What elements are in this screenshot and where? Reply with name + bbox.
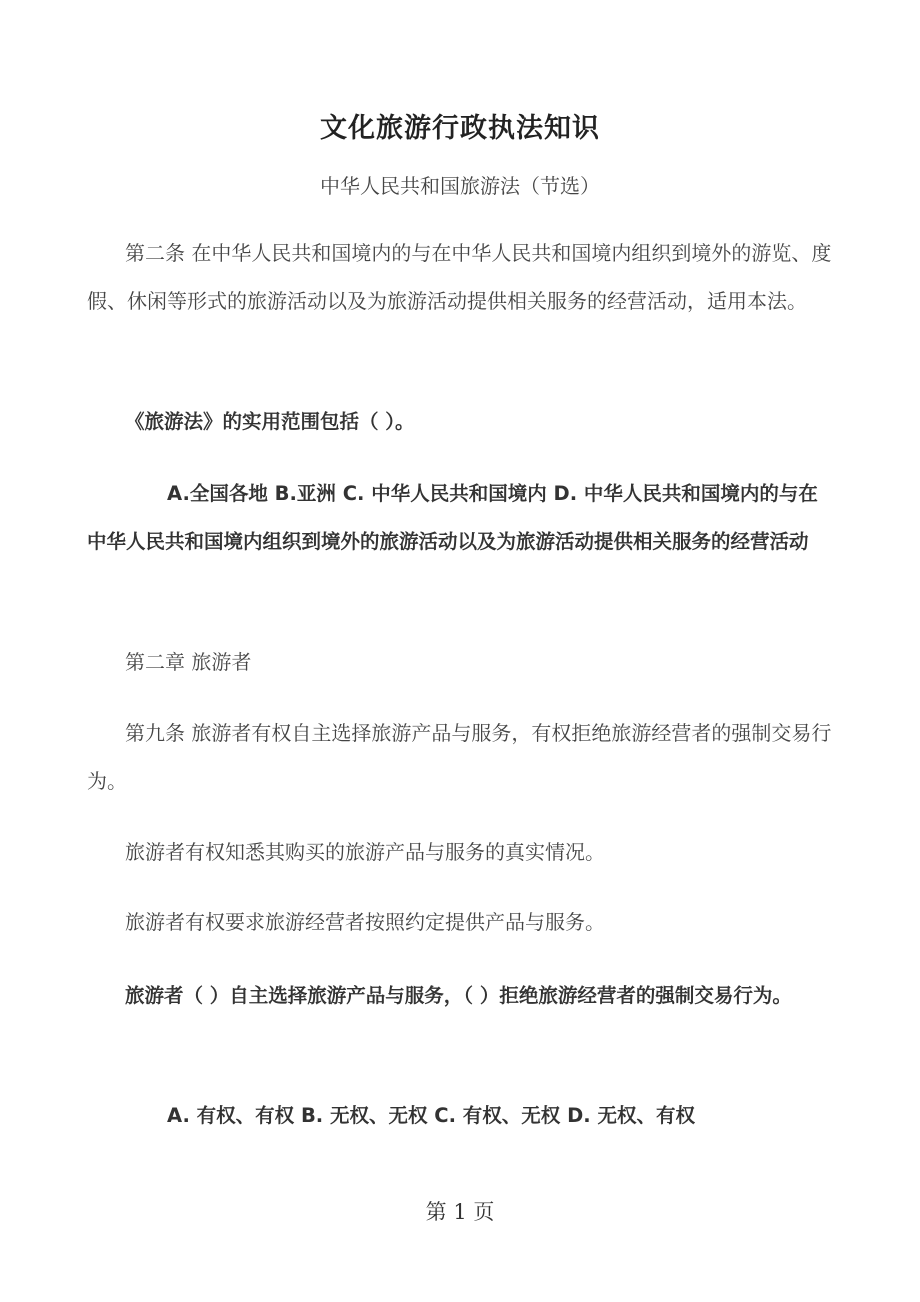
chapter-2-heading: 第二章 旅游者 [125,650,252,674]
right-to-information-paragraph: 旅游者有权知悉其购买的旅游产品与服务的真实情况。 [125,840,605,864]
question-2: 旅游者（ ）自主选择旅游产品与服务，（ ）拒绝旅游经营者的强制交易行为。 [125,984,792,1007]
question-2-options: A. 有权、有权 B. 无权、无权 C. 有权、无权 D. 无权、有权 [167,1104,695,1127]
article-9-paragraph: 第九条 旅游者有权自主选择旅游产品与服务，有权拒绝旅游经营者的强制交易行为。 [87,721,832,793]
document-subtitle: 中华人民共和国旅游法（节选） [320,174,600,198]
right-to-service-paragraph: 旅游者有权要求旅游经营者按照约定提供产品与服务。 [125,910,605,934]
article-2-paragraph: 第二条 在中华人民共和国境内的与在中华人民共和国境内组织到境外的游览、度假、休闲等形式的旅游活动以及为旅游活动提供相关服务的经营活动，适用本法。 [87,241,832,313]
document-title: 文化旅游行政执法知识 [320,113,600,144]
question-1-options: A.全国各地 B.亚洲 C. 中华人民共和国境内 D. 中华人民共和国境内的与在中华人民共和国境内组织到境外的旅游活动以及为旅游活动提供相关服务的经营活动 [87,482,818,553]
question-1: 《旅游法》的实用范围包括（ ）。 [125,410,415,433]
page-number-footer: 第 1 页 [425,1200,495,1224]
